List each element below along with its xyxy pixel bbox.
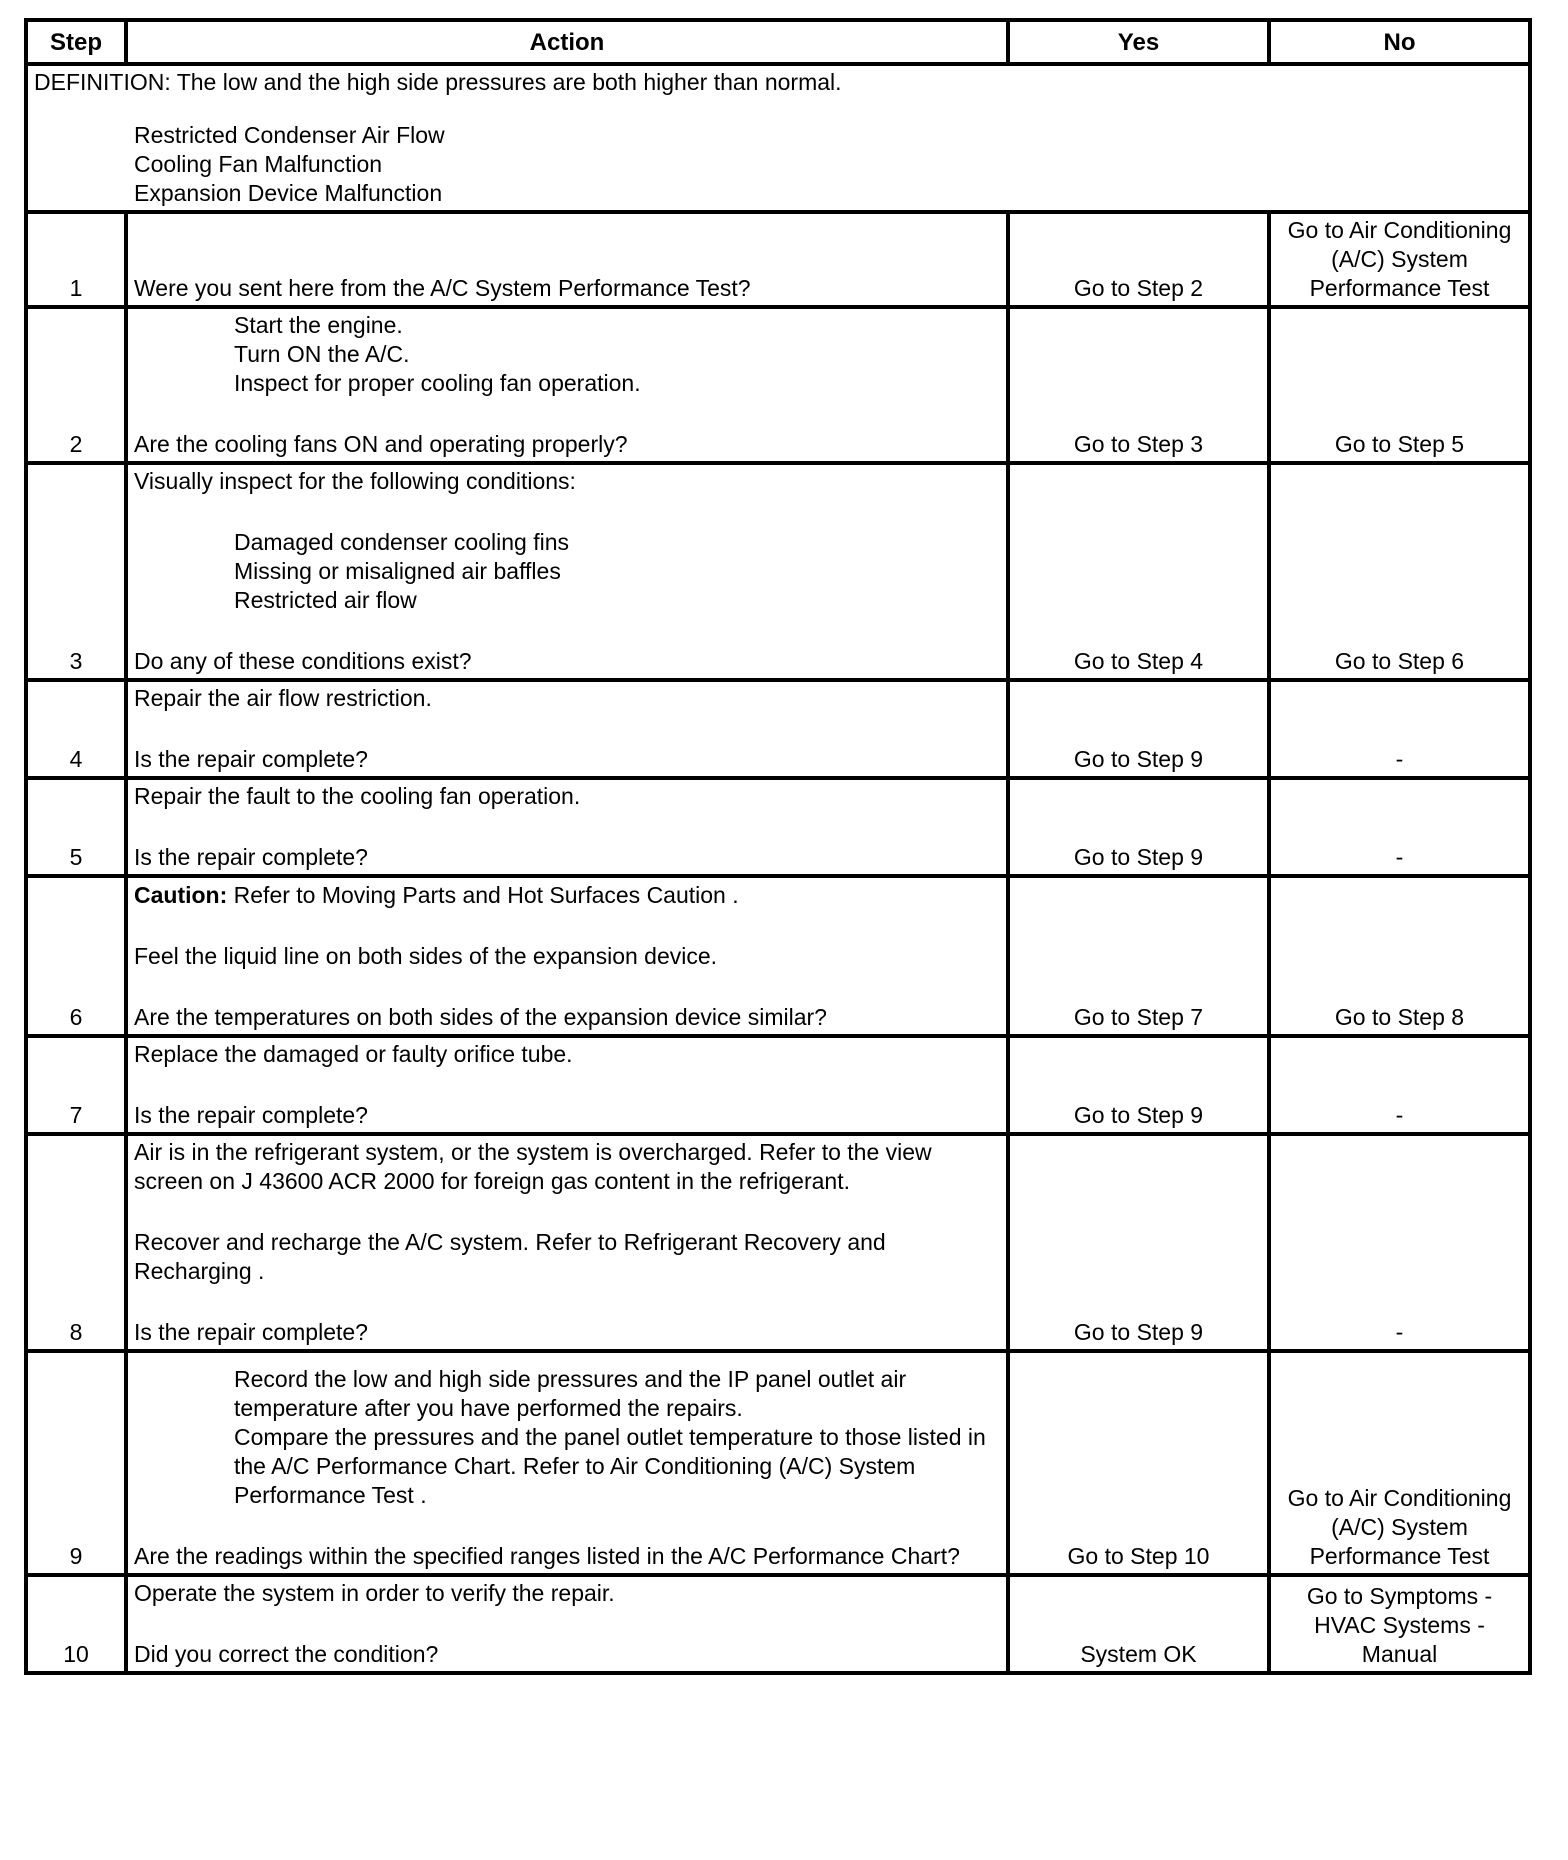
- header-yes: Yes: [1008, 20, 1269, 64]
- question: Do any of these conditions exist?: [134, 648, 472, 674]
- definition-row: [26, 64, 1530, 212]
- table-row: [26, 1575, 1530, 1673]
- question: Is the repair complete?: [134, 844, 368, 870]
- no-cell: Go to Air Conditioning (A/C) System Performance Test: [1269, 1351, 1530, 1575]
- question: Are the readings within the specified ranges listed in the A/C Performance Chart?: [134, 1543, 960, 1569]
- no-cell: -: [1269, 778, 1530, 876]
- list-item: Missing or misaligned air baffles: [234, 558, 561, 584]
- action-cell: [126, 876, 1008, 1036]
- list-item: Inspect for proper cooling fan operation.: [234, 370, 641, 396]
- table-row: [26, 463, 1530, 680]
- no-cell: Go to Air Conditioning (A/C) System Performance Test: [1269, 212, 1530, 307]
- caution-line: [134, 881, 1000, 910]
- intro-text: Air is in the refrigerant system, or the system is overcharged. Refer to the view screen on J 43600 ACR 2000 for foreign gas content in the refrigerant.: [134, 1139, 932, 1194]
- intro-text: Replace the damaged or faulty orifice tube.: [134, 1041, 573, 1067]
- no-cell: Go to Step 8: [1269, 876, 1530, 1036]
- list-item: Start the engine.: [234, 312, 403, 338]
- table-row: [26, 212, 1530, 307]
- cause-item: Cooling Fan Malfunction: [134, 151, 383, 177]
- question: Were you sent here from the A/C System Performance Test?: [134, 275, 751, 301]
- question: Are the cooling fans ON and operating properly?: [134, 431, 628, 457]
- question: Did you correct the condition?: [134, 1641, 439, 1667]
- yes-cell: Go to Step 9: [1008, 1036, 1269, 1134]
- list-item: Restricted air flow: [234, 587, 417, 613]
- question: Is the repair complete?: [134, 1319, 368, 1345]
- diagnostic-table: [24, 18, 1532, 1675]
- action-cell: [126, 1134, 1008, 1351]
- yes-cell: Go to Step 2: [1008, 212, 1269, 307]
- action-cell: [126, 307, 1008, 463]
- intro-text: Operate the system in order to verify the repair.: [134, 1580, 615, 1606]
- intro-text: Visually inspect for the following conditions:: [134, 468, 576, 494]
- header-no: No: [1269, 20, 1530, 64]
- cause-item: Expansion Device Malfunction: [134, 180, 443, 206]
- no-cell: Go to Symptoms - HVAC Systems - Manual: [1269, 1575, 1530, 1673]
- action-cell: [126, 1036, 1008, 1134]
- caution-label: Caution:: [134, 882, 228, 908]
- question: Is the repair complete?: [134, 746, 368, 772]
- question: Is the repair complete?: [134, 1102, 368, 1128]
- step-number: 9: [26, 1351, 126, 1575]
- header-row: [26, 20, 1530, 64]
- question: Are the temperatures on both sides of the expansion device similar?: [134, 1004, 827, 1030]
- middle-text: Recover and recharge the A/C system. Refer to Refrigerant Recovery and Recharging .: [134, 1229, 886, 1284]
- no-cell: -: [1269, 680, 1530, 778]
- table-row: [26, 1134, 1530, 1351]
- yes-cell: Go to Step 3: [1008, 307, 1269, 463]
- step-number: 5: [26, 778, 126, 876]
- no-cell: -: [1269, 1036, 1530, 1134]
- step-number: 8: [26, 1134, 126, 1351]
- action-cell: [126, 778, 1008, 876]
- table-row: [26, 680, 1530, 778]
- step-number: 10: [26, 1575, 126, 1673]
- header-action: Action: [126, 20, 1008, 64]
- cause-item: Restricted Condenser Air Flow: [134, 122, 445, 148]
- list-item: Compare the pressures and the panel outlet temperature to those listed in the A/C Performance Chart. Refer to Air Conditioning (A/C) System Performance Test .: [234, 1424, 986, 1508]
- list-item: Turn ON the A/C.: [234, 341, 410, 367]
- step-number: 1: [26, 212, 126, 307]
- step-number: 4: [26, 680, 126, 778]
- caution-text: Refer to Moving Parts and Hot Surfaces Caution .: [227, 882, 739, 908]
- intro-text: Repair the fault to the cooling fan operation.: [134, 783, 581, 809]
- action-cell: [126, 680, 1008, 778]
- yes-cell: Go to Step 9: [1008, 1134, 1269, 1351]
- action-cell: [126, 463, 1008, 680]
- step-number: 7: [26, 1036, 126, 1134]
- action-cell: [126, 1575, 1008, 1673]
- list-item: Record the low and high side pressures and the IP panel outlet air temperature after you have performed the repairs.: [234, 1366, 907, 1421]
- yes-cell: System OK: [1008, 1575, 1269, 1673]
- intro-text: Repair the air flow restriction.: [134, 685, 432, 711]
- step-number: 3: [26, 463, 126, 680]
- table-row: [26, 876, 1530, 1036]
- yes-cell: Go to Step 9: [1008, 778, 1269, 876]
- table-row: [26, 1351, 1530, 1575]
- yes-cell: Go to Step 4: [1008, 463, 1269, 680]
- step-number: 6: [26, 876, 126, 1036]
- definition-text: DEFINITION: The low and the high side pressures are both higher than normal.: [34, 69, 842, 95]
- yes-cell: Go to Step 7: [1008, 876, 1269, 1036]
- step-number: 2: [26, 307, 126, 463]
- cause-list: [134, 121, 1522, 208]
- no-cell: Go to Step 5: [1269, 307, 1530, 463]
- no-cell: -: [1269, 1134, 1530, 1351]
- header-step: Step: [26, 20, 126, 64]
- yes-cell: Go to Step 9: [1008, 680, 1269, 778]
- middle-text: Feel the liquid line on both sides of the expansion device.: [134, 943, 718, 969]
- table-row: [26, 1036, 1530, 1134]
- action-cell: [126, 1351, 1008, 1575]
- yes-cell: Go to Step 10: [1008, 1351, 1269, 1575]
- table-row: [26, 307, 1530, 463]
- list-item: Damaged condenser cooling fins: [234, 529, 569, 555]
- table-row: [26, 778, 1530, 876]
- action-cell: [126, 212, 1008, 307]
- no-cell: Go to Step 6: [1269, 463, 1530, 680]
